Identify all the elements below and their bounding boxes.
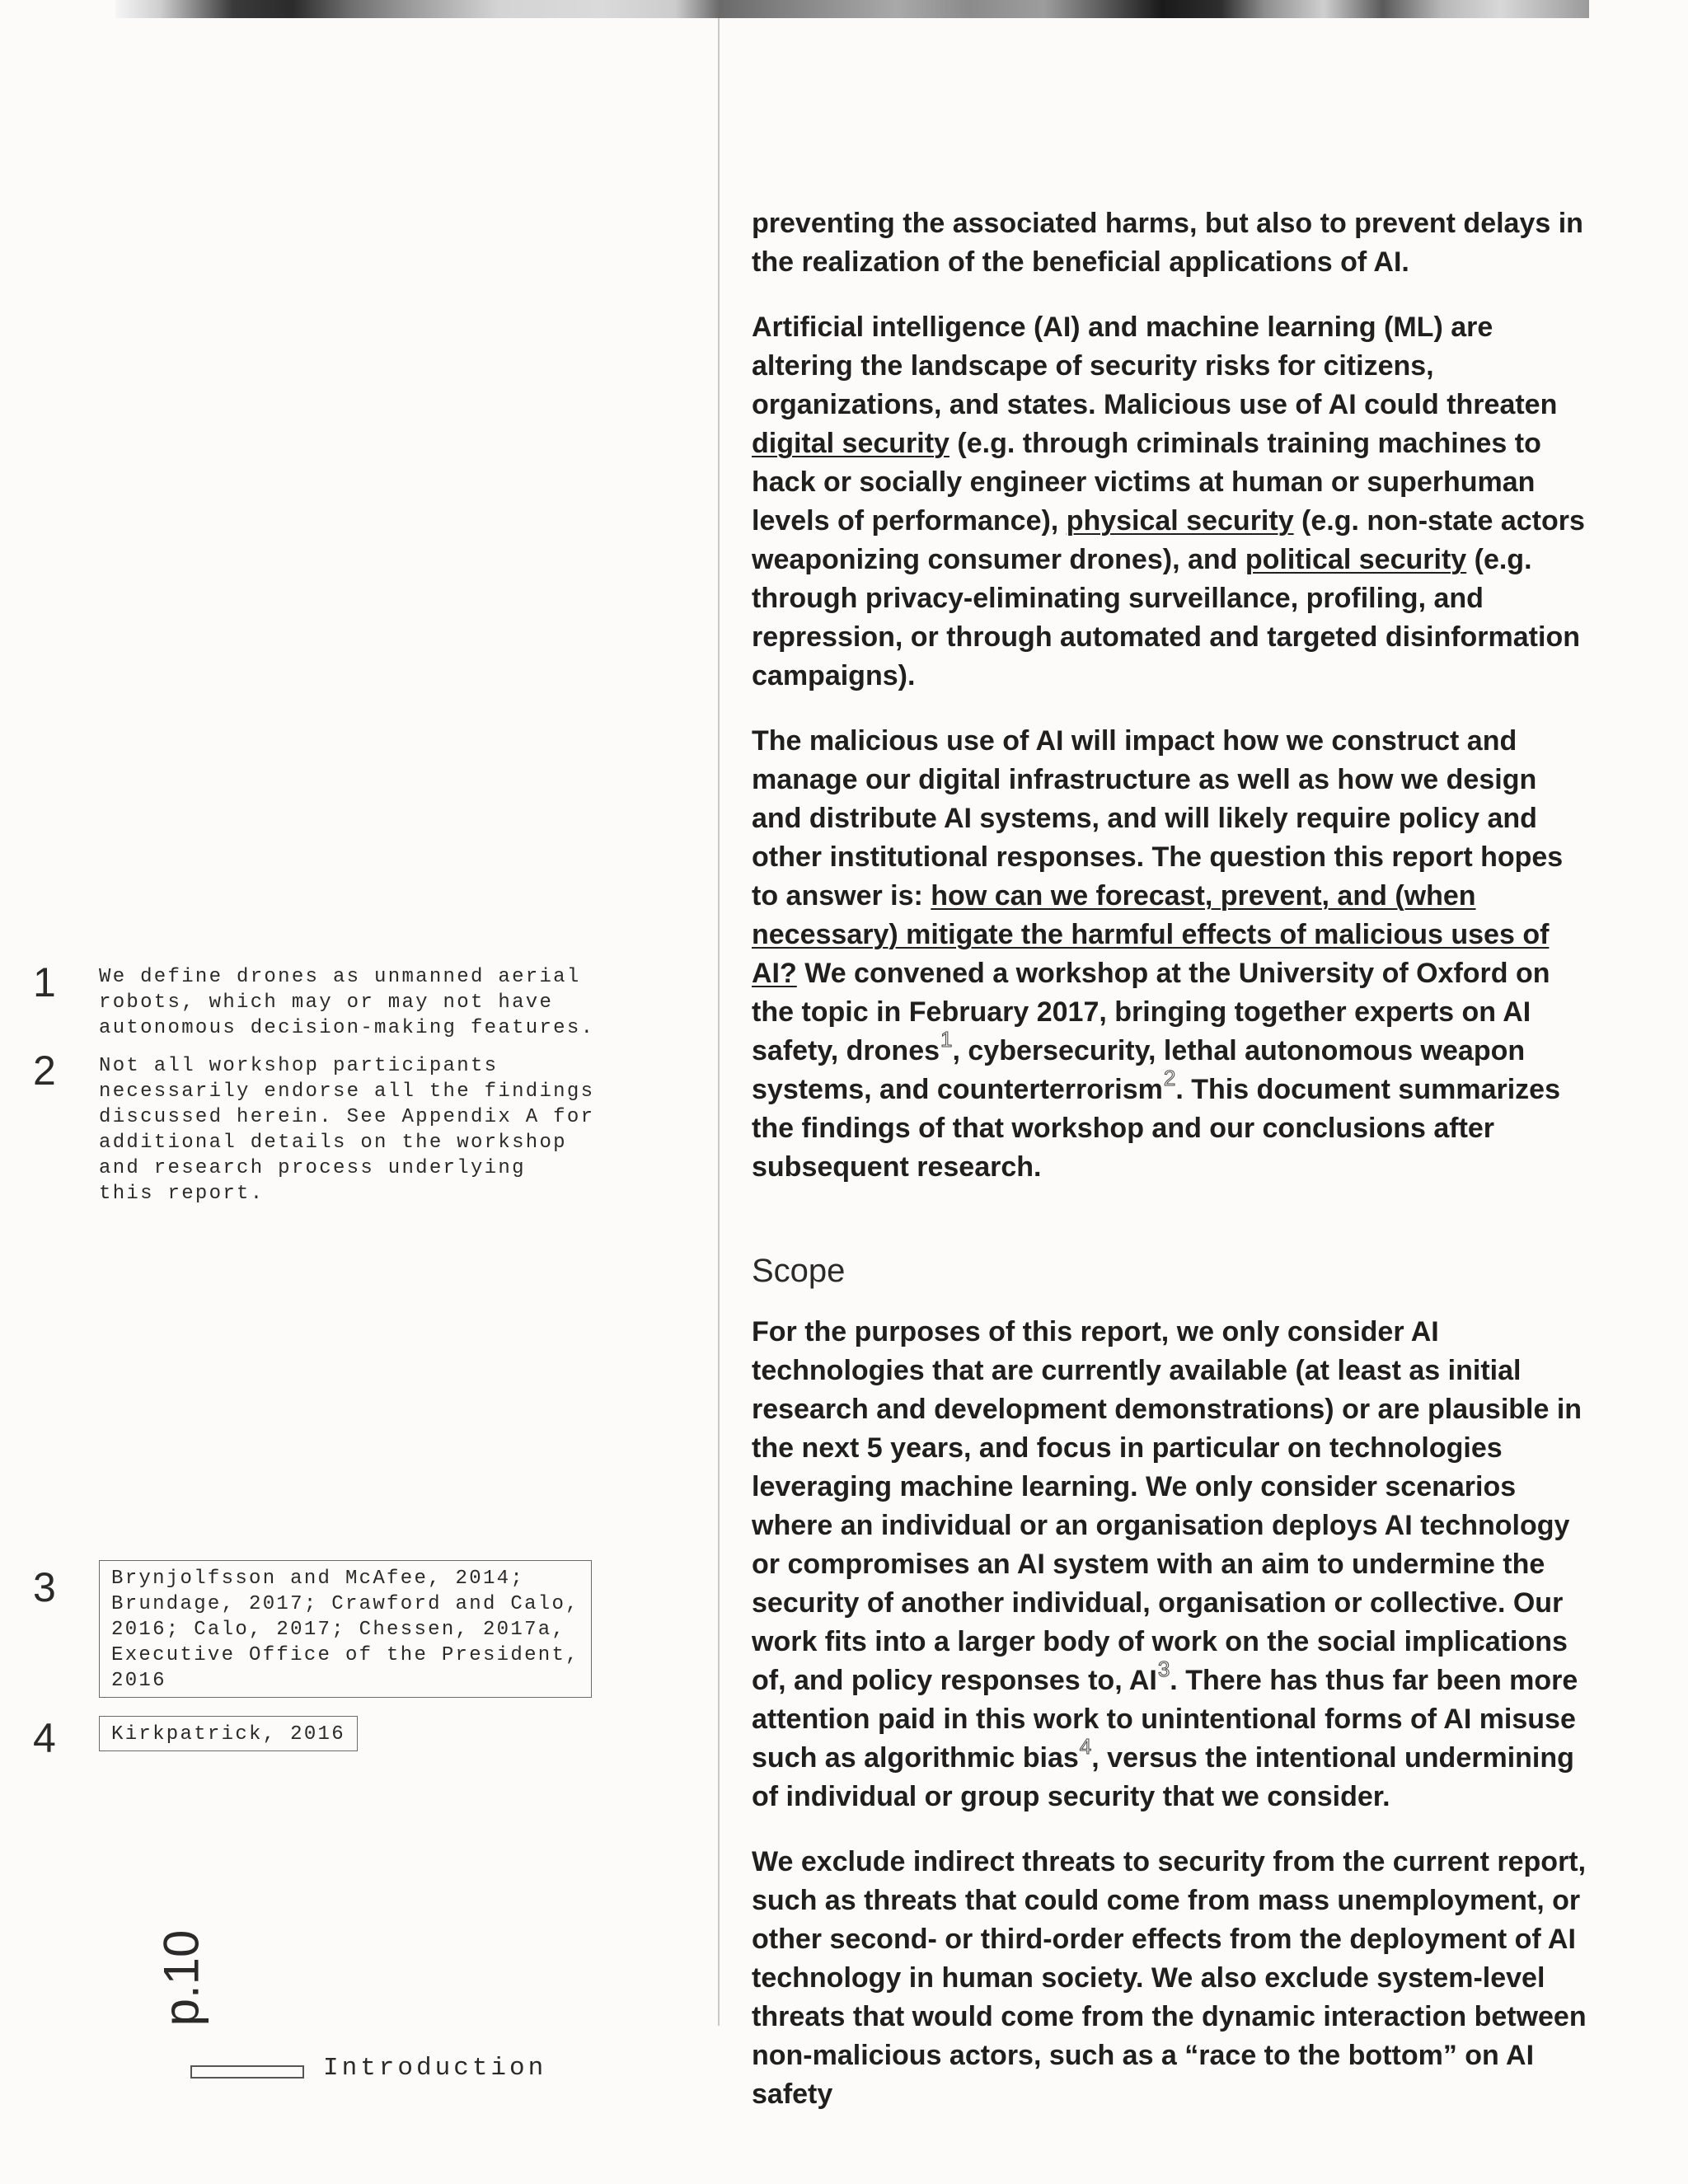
footnote-3-text: Brynjolfsson and McAfee, 2014; Brundage, 2017; Crawford and Calo, 2016; Calo, 2017; Chessen, 2017a, Executive Office of the President, 2016 [99,1560,592,1698]
footnote-ref-2[interactable]: 2 [1163,1066,1176,1090]
footnote-ref-4[interactable]: 4 [1079,1734,1092,1759]
top-gradient-bar [115,0,1589,18]
term-digital-security: digital security [752,428,950,459]
paragraph-2-text-c: (e.g. non-state actors weaponizing consumer drones), and [752,505,1585,575]
term-physical-security: physical security [1066,505,1294,537]
paragraph-5: We exclude indirect threats to security from the current report, such as threats that could come from mass unemployment, or other second- or third-order effects from the deployment of AI technology in human society. We also exclude system-level threats that would come from the dynamic interaction between non-malicious actors, such as a “race to the bottom” on AI safety [752,1846,1587,2110]
paragraph-1: preventing the associated harms, but also to prevent delays in the realization of the beneficial applications of AI. [752,208,1583,278]
paragraph-3-text-a: The malicious use of AI will impact how we construct and manage our digital infrastructure as well as how we design and distribute AI systems, and will likely require policy and other institutional responses. The question this report hopes to answer is: [752,725,1564,912]
paragraph-3 [752,722,1592,1187]
paragraph-4-text-c: , versus the intentional undermining of individual or group security that we consider. [752,1742,1574,1812]
paragraph-3-text-b: We convened a workshop at the University of Oxford on the topic in February 2017, bringing together experts on AI safety, drones [752,958,1550,1066]
footnote-3-number: 3 [33,1564,56,1610]
footnote-2-text: Not all workshop participants necessarily endorse all the findings discussed herein. See Appendix A for additional details on the workshop and research process underlying this report. [99,1055,595,1205]
footnote-ref-1[interactable]: 1 [940,1027,953,1052]
paragraph-3-text-c: , cybersecurity, lethal autonomous weapon systems, and counterterrorism [752,1035,1526,1105]
paragraph-4 [752,1313,1592,1816]
paragraph-2-text-d: (e.g. through privacy-eliminating surveillance, profiling, and repression, or through automated and targeted disinformation campaigns). [752,544,1580,691]
section-heading-scope: Scope [752,1253,846,1289]
paragraph-4-text-a: For the purposes of this report, we only consider AI technologies that are currently available (at least as initial research and development demonstrations) or are plausible in the next 5 years, and focus in particular on technologies leveraging machine learning. We only consider scenarios where an individual or an organisation deploys AI technology or compromises an AI system with an aim to undermine the security of another individual, organisation or collective. Our work fits into a larger body of work on the social implications of, and policy responses to, AI [752,1316,1582,1696]
paragraph-2-text-a: Artificial intelligence (AI) and machine learning (ML) are altering the landscape of security risks for citizens, organizations, and states. Malicious use of AI could threaten [752,312,1558,420]
paragraph-3-text-d: . This document summarizes the findings of that workshop and our conclusions after subsequent research. [752,1074,1560,1183]
footnote-1-number: 1 [33,959,56,1005]
page-number-label: p.10 [153,1929,209,2027]
research-question: how can we forecast, prevent, and (when necessary) mitigate the harmful effects of malicious uses of AI? [752,880,1550,989]
footnote-1-text: We define drones as unmanned aerial robots, which may or may not have autonomous decision-making features. [99,966,595,1039]
footnote-4-text: Kirkpatrick, 2016 [99,1716,358,1751]
column-divider [718,18,720,2026]
paragraph-2 [752,308,1592,696]
footnote-ref-3[interactable]: 3 [1157,1657,1170,1681]
paragraph-4-text-b: . There has thus far been more attention paid in this work to unintentional forms of AI misuse such as algorithmic bias [752,1665,1578,1774]
paragraph-2-text-b: (e.g. through criminals training machines to hack or socially engineer victims at human or superhuman levels of performance), [752,428,1541,537]
page-number [132,1929,231,2027]
footnote-2-number: 2 [33,1047,56,1094]
section-marker-bar [190,2065,304,2079]
footnote-4-number: 4 [33,1715,56,1761]
main-column [752,204,1592,2114]
section-label: Introduction [323,2054,547,2083]
term-political-security: political security [1245,544,1467,575]
